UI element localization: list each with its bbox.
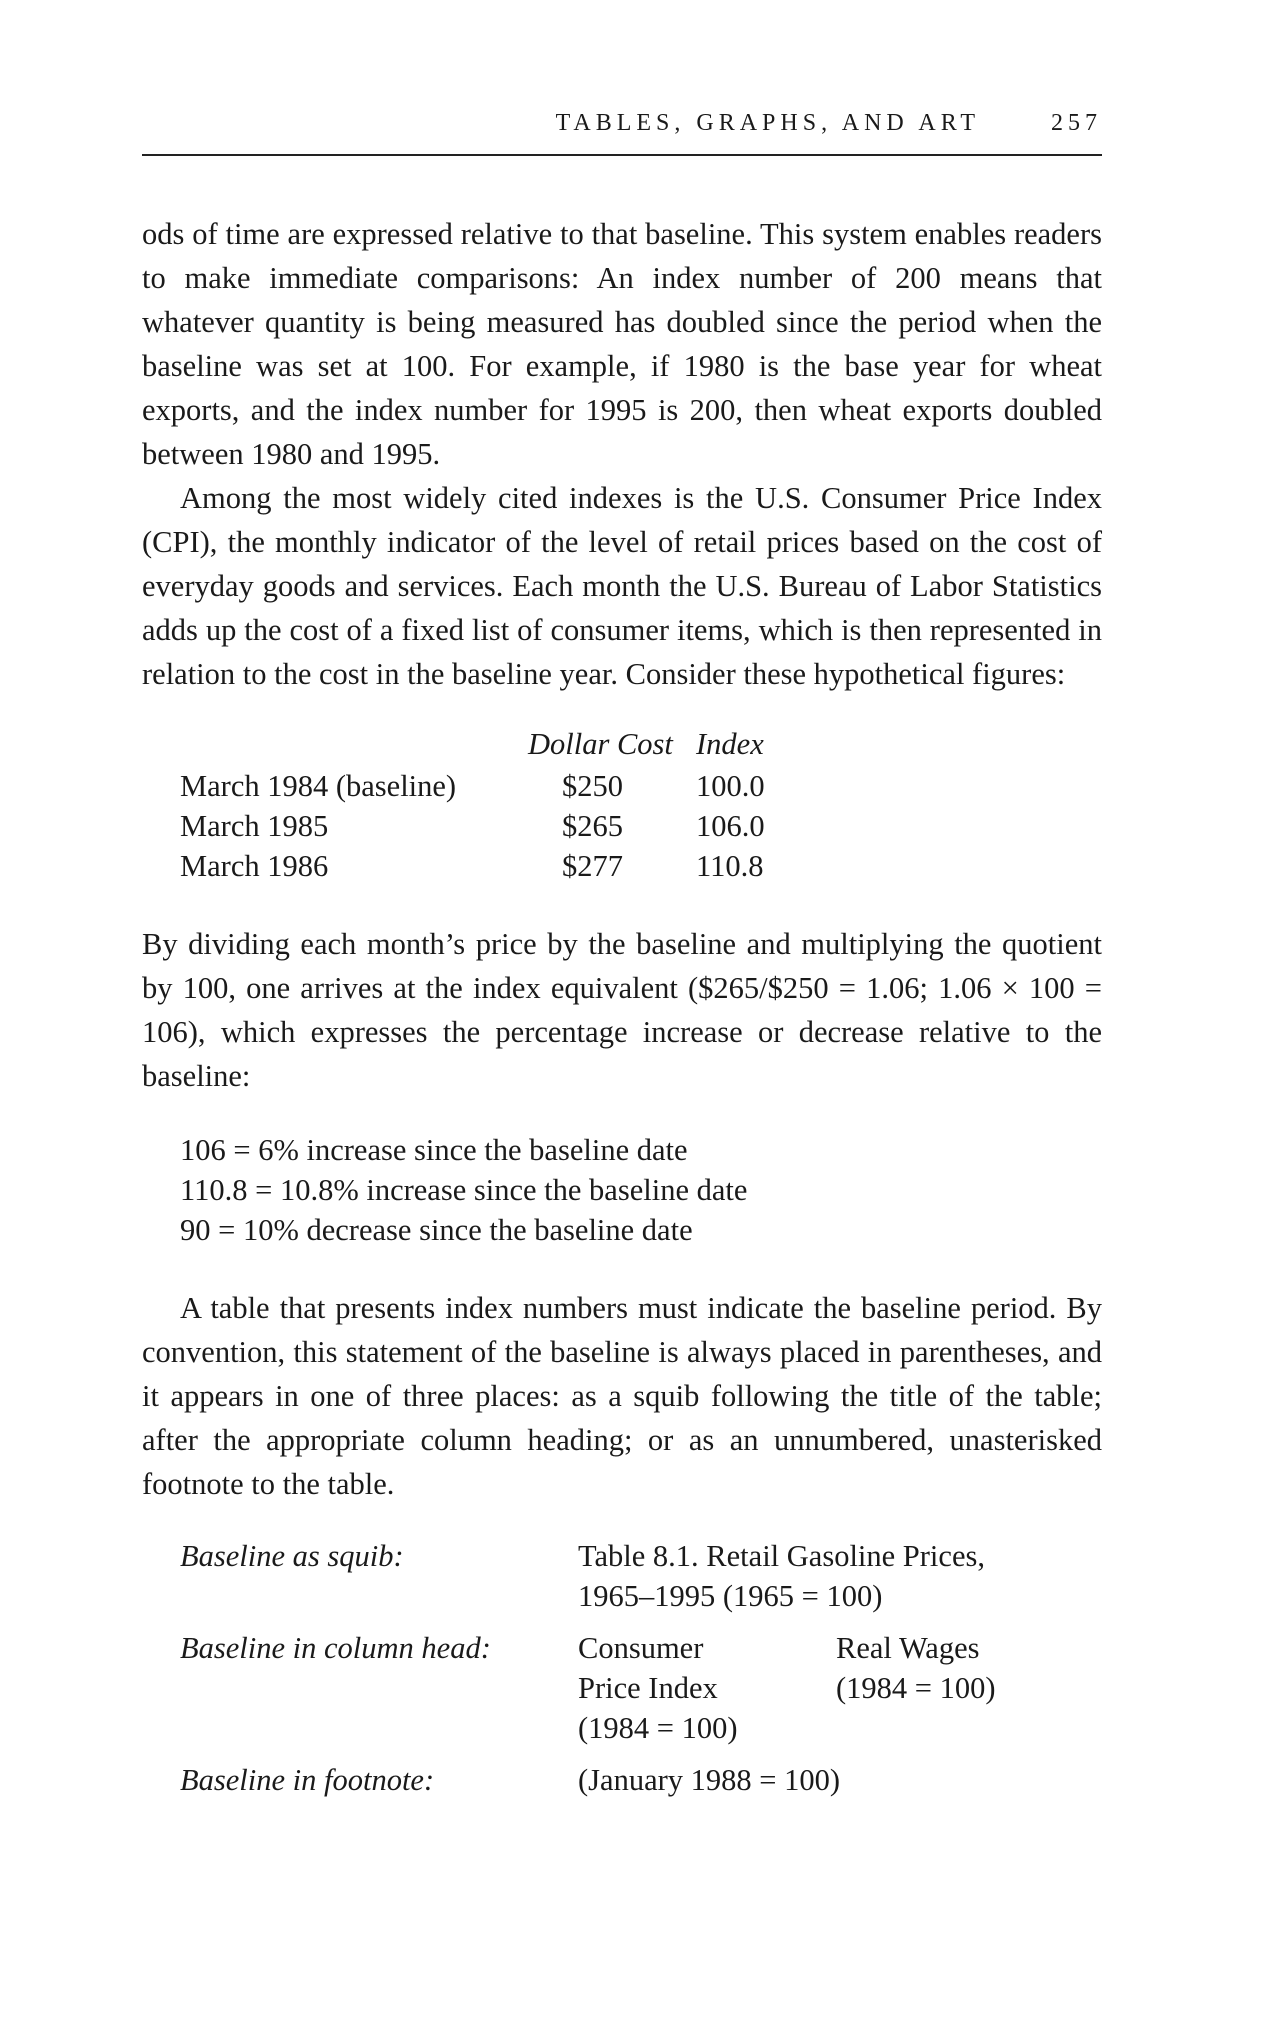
table-header-dollar-cost: Dollar Cost [528,726,673,761]
list-item: 106 = 6% increase since the baseline date [180,1133,688,1167]
example-footnote [180,1760,996,1800]
example-label: Baseline in footnote: [180,1763,435,1797]
paragraph-baseline-placement: A table that presents index numbers must indicate the baseline period. By convention, this statement of the baseline is always placed in parentheses, and it appears in one of three places: as a squib following the title of the table; after the appropriate column heading; or as an unnumbered, unasterisked footnote to the table. [142,1291,1102,1501]
paragraph-index-baseline: ods of time are expressed relative to that baseline. This system enables readers to make immediate comparisons: An index number of 200 means that whatever quantity is being measured has doubled since the period when the baseline was set at 100. For example, if 1980 is the base year for wheat exports, and the index number for 1995 is 200, then wheat exports doubled between 1980 and 1995. [142,217,1102,471]
table-row [180,806,846,846]
row-index: 100.0 [696,768,765,803]
column-head-line: (1984 = 100) [578,1711,738,1745]
squib-line: Table 8.1. Retail Gasoline Prices, [578,1539,985,1573]
squib-line: 1965–1995 (1965 = 100) [578,1579,883,1613]
column-head-line: Real Wages [836,1631,980,1665]
running-head-title: TABLES, GRAPHS, AND ART [555,110,980,136]
page-number: 257 [1051,110,1102,136]
row-cost: $277 [562,848,623,883]
index-interpretation-list [180,1130,1102,1250]
table-row [180,766,846,806]
example-squib-text [578,1536,996,1616]
table-header-row [180,722,846,766]
column-head-consumer-price-index [578,1628,836,1748]
row-cost: $265 [562,808,623,843]
column-head-real-wages [836,1628,996,1748]
list-item: 110.8 = 10.8% increase since the baseline date [180,1173,748,1207]
example-squib [180,1536,996,1616]
running-head [142,108,1102,156]
row-cost: $250 [562,768,623,803]
column-head-line: (1984 = 100) [836,1671,996,1705]
paragraph-cpi: Among the most widely cited indexes is the U.S. Consumer Price Index (CPI), the monthly indicator of the level of retail prices based on the cost of everyday goods and services. Each month the U.S. Bureau of Labor Statistics adds up the cost of a fixed list of consumer items, which is then represented in relation to the cost in the baseline year. Consider these hypothetical figures: [142,481,1102,691]
list-item: 90 = 10% decrease since the baseline date [180,1213,693,1247]
table-header-index: Index [696,726,764,761]
column-head-line: Consumer [578,1631,704,1665]
example-label: Baseline in column head: [180,1631,491,1665]
table-header-blank [180,722,528,766]
row-label: March 1986 [180,848,329,883]
example-column-head [180,1628,996,1748]
footnote-text: (January 1988 = 100) [578,1763,840,1797]
column-head-line: Price Index [578,1671,718,1705]
book-page [142,108,1102,1800]
baseline-examples [180,1536,996,1800]
cost-index-table [180,722,846,886]
paragraph-index-calculation: By dividing each month’s price by the baseline and multiplying the quotient by 100, one arrives at the index equivalent ($265/$250 = 1.06; 1.06 × 100 = 106), which expresses the percentage increase or decrease relative to the baseline: [142,927,1102,1093]
example-label: Baseline as squib: [180,1539,404,1573]
row-label: March 1985 [180,808,329,843]
row-index: 110.8 [696,848,764,883]
row-label: March 1984 (baseline) [180,768,457,803]
row-index: 106.0 [696,808,765,843]
table-row [180,846,846,886]
